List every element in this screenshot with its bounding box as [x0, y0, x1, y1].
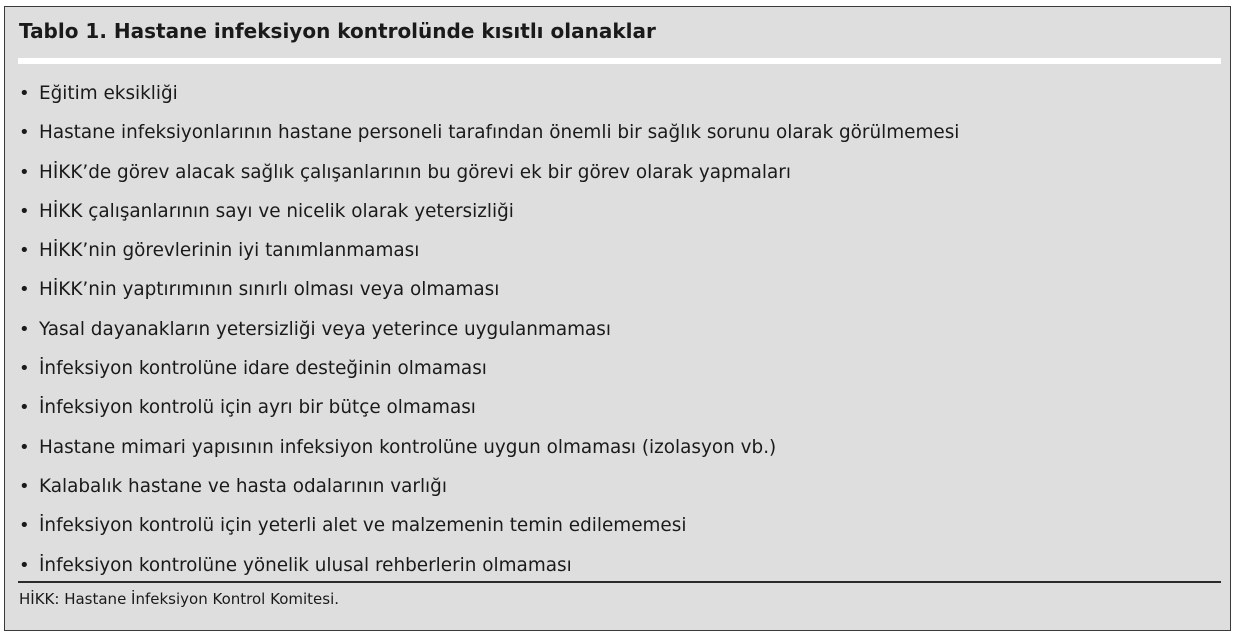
bullet-icon: •: [19, 122, 30, 144]
list-item: [19, 349, 959, 388]
bullet-icon: •: [19, 515, 30, 537]
list-item: [19, 546, 959, 585]
footnote-divider: [18, 581, 1221, 583]
list-item-text: Yasal dayanakların yetersizliği veya yeterince uygulanmaması: [39, 318, 611, 340]
list-item-text: HİKK’nin görevlerinin iyi tanımlanmaması: [39, 240, 420, 262]
list-item: [19, 310, 959, 349]
list-item: [19, 270, 959, 309]
list-item-text: Kalabalık hastane ve hasta odalarının varlığı: [39, 475, 447, 497]
list-item-text: İnfeksiyon kontrolüne yönelik ulusal rehberlerin olmaması: [39, 554, 572, 576]
list-item-text: HİKK’nin yaptırımının sınırlı olması veya olmaması: [39, 279, 500, 301]
bullet-icon: •: [19, 279, 30, 301]
list-item: [19, 467, 959, 506]
item-list: [19, 74, 959, 585]
list-item-text: İnfeksiyon kontrolüne idare desteğinin olmaması: [39, 358, 487, 380]
bullet-icon: •: [19, 83, 30, 104]
list-item: [19, 428, 959, 467]
bullet-icon: •: [19, 161, 30, 183]
bullet-icon: •: [19, 436, 30, 458]
list-item-text: HİKK’de görev alacak sağlık çalışanlarının bu görevi ek bir görev olarak yapmaları: [39, 161, 791, 183]
table-title: Tablo 1. Hastane infeksiyon kontrolünde kısıtlı olanaklar: [19, 19, 656, 43]
list-item: [19, 113, 959, 152]
list-item: [19, 153, 959, 192]
bullet-icon: •: [19, 397, 30, 419]
bullet-icon: •: [19, 554, 30, 576]
list-item: [19, 231, 959, 270]
list-item: [19, 388, 959, 427]
bullet-icon: •: [19, 200, 30, 222]
list-item-text: Eğitim eksikliği: [39, 83, 178, 104]
footnote: HİKK: Hastane İnfeksiyon Kontrol Komitesi.: [19, 590, 340, 608]
list-item-text: Hastane infeksiyonlarının hastane personeli tarafından önemli bir sağlık sorunu olarak görülmemesi: [39, 122, 960, 144]
list-item-text: İnfeksiyon kontrolü için ayrı bir bütçe olmaması: [39, 397, 476, 419]
list-item-text: Hastane mimari yapısının infeksiyon kontrolüne uygun olmaması (izolasyon vb.): [39, 436, 777, 458]
bullet-icon: •: [19, 475, 30, 497]
list-item-text: HİKK çalışanlarının sayı ve nicelik olarak yetersizliği: [39, 200, 514, 222]
table-box: [4, 6, 1231, 631]
bullet-icon: •: [19, 318, 30, 340]
list-item: [19, 506, 959, 545]
title-divider: [18, 58, 1221, 64]
list-item: [19, 192, 959, 231]
bullet-icon: •: [19, 240, 30, 262]
bullet-icon: •: [19, 358, 30, 380]
list-item-text: İnfeksiyon kontrolü için yeterli alet ve malzemenin temin edilememesi: [39, 515, 687, 537]
list-item: [19, 74, 959, 113]
